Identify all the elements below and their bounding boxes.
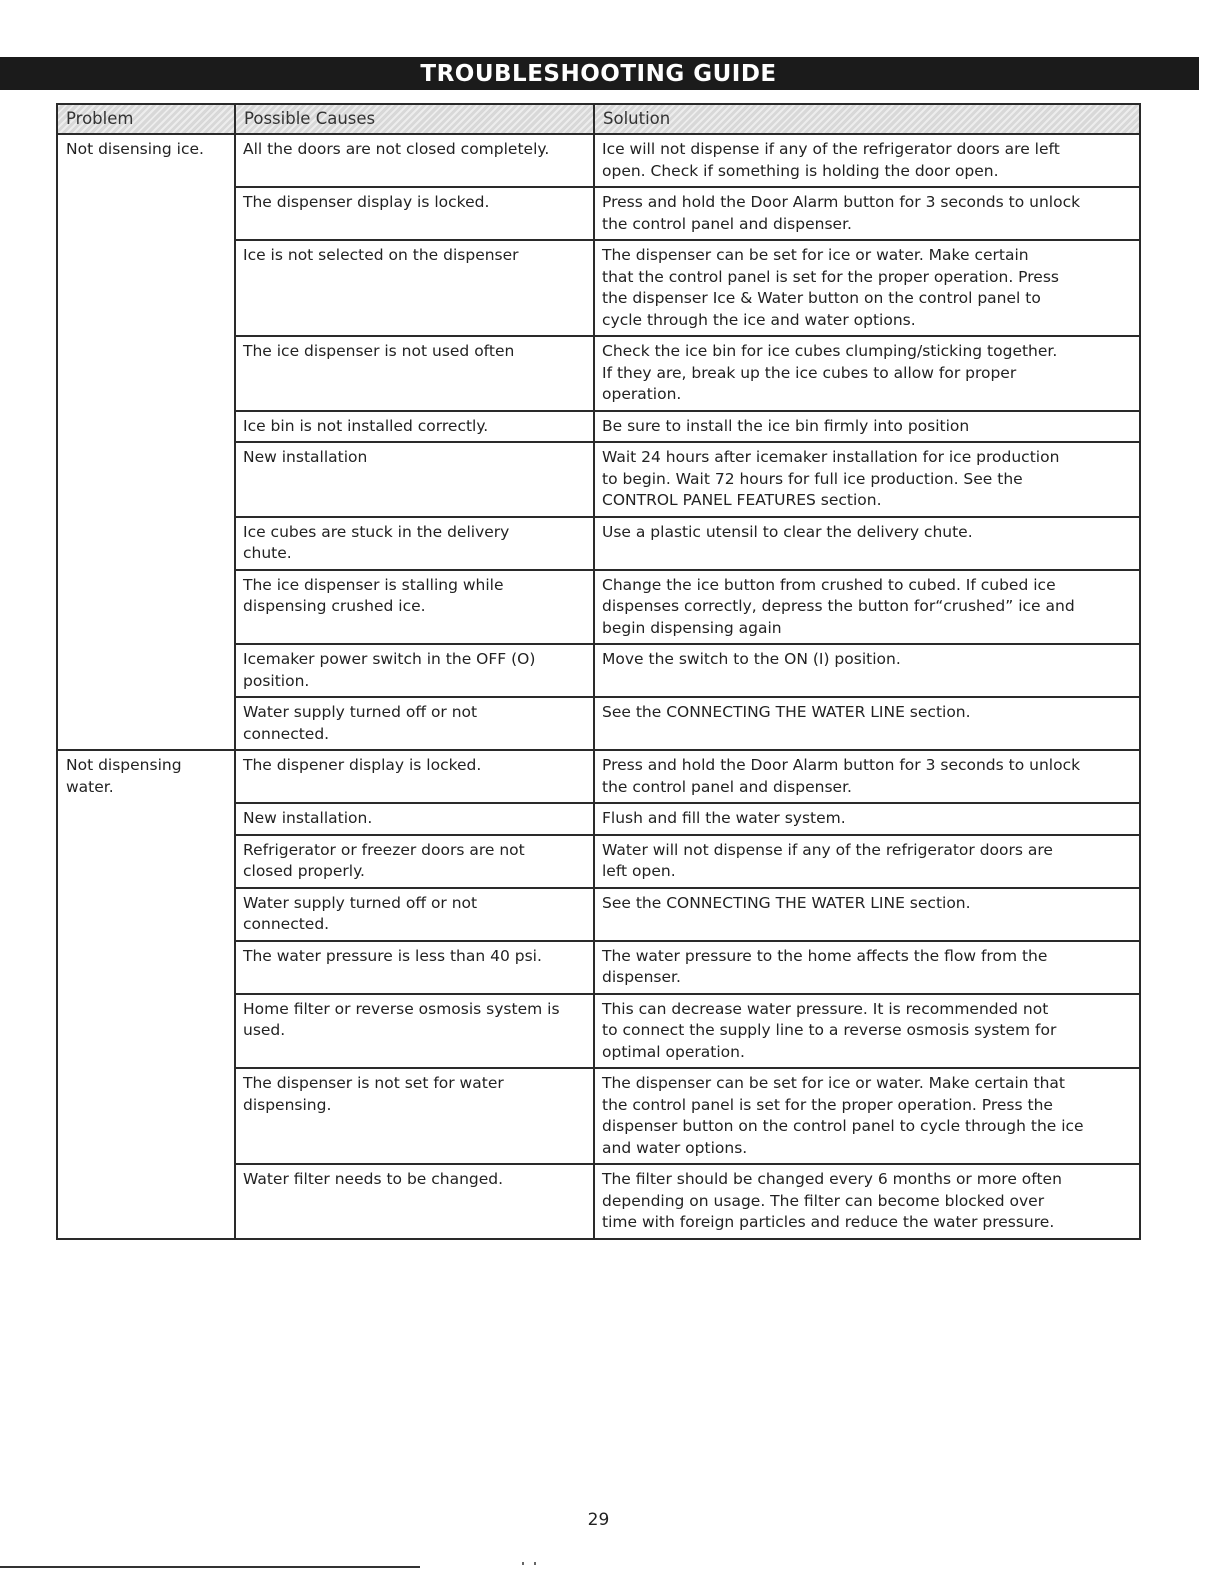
solution-cell [594,750,1140,803]
page-title: TROUBLESHOOTING GUIDE [420,61,777,87]
problem-cell [57,750,235,1239]
table-row [57,134,1140,187]
solution-cell [594,835,1140,888]
solution-cell [594,336,1140,411]
text-line: connected. [243,915,330,933]
text-line: The water pressure is less than 40 psi. [243,946,542,965]
text-line: the control panel and dispenser. [602,214,852,233]
text-line: See the CONNECTING THE WATER LINE section. [602,703,971,721]
text-line: Press and hold the Door Alarm button for 3 seconds to unlock [602,756,1081,774]
solution-cell [594,1164,1140,1239]
table-header [57,104,1140,134]
text-line: New installation [243,448,368,466]
cause-cell [235,888,594,941]
text-line: Not dispensing [66,756,182,774]
solution-cell [594,697,1140,750]
page-number: 29 [587,1510,610,1530]
cause-cell [235,750,594,803]
solution-cell [594,187,1140,240]
cause-cell [235,517,594,570]
table-body [57,134,1140,1239]
text-line: dispenser. [602,968,681,986]
text-line: Use a plastic utensil to clear the delivery chute. [602,522,973,541]
text-line: Wait 24 hours after icemaker installation for ice production [602,448,1060,466]
header-row [57,104,1140,134]
solution-cell [594,134,1140,187]
text-line: to connect the supply line to a reverse osmosis system for [602,1021,1057,1039]
header-problem: Problem [57,104,235,134]
text-line: The dispenser display is locked. [243,193,490,211]
cause-cell [235,570,594,645]
cause-cell [235,187,594,240]
text-line: closed properly. [243,862,365,880]
text-line: The dispenser is not set for water [243,1074,504,1092]
text-line: chute. [243,544,292,562]
solution-cell [594,994,1140,1069]
cause-cell [235,240,594,336]
text-line: water. [66,777,114,796]
cause-cell [235,336,594,411]
text-line: The ice dispenser is not used often [243,342,515,360]
text-line: The water pressure to the home affects the flow from the [602,946,1048,965]
text-line: Be sure to install the ice bin firmly into position [602,416,970,435]
text-line: Water supply turned off or not [243,893,478,912]
text-line: position. [243,671,310,690]
text-line: dispensing. [243,1095,332,1114]
text-line: the control panel and dispenser. [602,777,852,796]
text-line: time with foreign particles and reduce the water pressure. [602,1213,1055,1231]
solution-cell [594,1068,1140,1164]
text-line: open. Check if something is holding the door open. [602,161,999,180]
text-line: to begin. Wait 72 hours for full ice production. See the [602,469,1023,488]
cause-cell [235,803,594,835]
solution-cell [594,803,1140,835]
text-line: that the control panel is set for the proper operation. Press [602,267,1059,286]
cause-cell [235,134,594,187]
solution-cell [594,442,1140,517]
solution-cell [594,240,1140,336]
text-line: See the CONNECTING THE WATER LINE section. [602,893,971,912]
cause-cell [235,1068,594,1164]
text-line: begin dispensing again [602,618,782,637]
text-line: dispensing crushed ice. [243,597,426,615]
text-line: All the doors are not closed completely. [243,140,550,158]
text-line: and water options. [602,1138,748,1157]
troubleshooting-table [56,103,1141,1240]
cause-cell [235,411,594,443]
cause-cell [235,442,594,517]
text-line: Home filter or reverse osmosis system is [243,999,560,1018]
cause-cell [235,994,594,1069]
text-line: depending on usage. The filter can become blocked over [602,1191,1045,1210]
text-line: Ice will not dispense if any of the refrigerator doors are left [602,140,1060,158]
problem-cell: Not disensing ice. [57,134,235,750]
cause-cell [235,644,594,697]
text-line: the dispenser Ice & Water button on the control panel to [602,289,1041,307]
text-line: Water supply turned off or not [243,703,478,721]
text-line: cycle through the ice and water options. [602,310,916,329]
table-row [57,750,1140,803]
text-line: CONTROL PANEL FEATURES section. [602,491,882,509]
text-line: Ice bin is not installed correctly. [243,416,489,435]
text-line: Check the ice bin for ice cubes clumping/sticking together. [602,342,1058,360]
text-line: The dispenser can be set for ice or water. Make certain [602,246,1029,264]
text-line: dispenses correctly, depress the button for“crushed” ice and [602,597,1075,615]
text-line: This can decrease water pressure. It is recommended not [602,999,1049,1018]
solution-cell [594,411,1140,443]
text-line: The dispener display is locked. [243,756,482,774]
text-line: used. [243,1021,286,1039]
text-line: The filter should be changed every 6 months or more often [602,1170,1062,1188]
text-line: operation. [602,385,682,403]
text-line: Flush and fill the water system. [602,809,846,827]
footer-mark [522,1562,536,1565]
solution-cell [594,941,1140,994]
title-banner [0,57,1199,90]
text-line: the control panel is set for the proper operation. Press the [602,1095,1053,1114]
solution-cell [594,517,1140,570]
cause-cell [235,697,594,750]
text-line: Water filter needs to be changed. [243,1170,504,1188]
header-solution: Solution [594,104,1140,134]
solution-cell [594,644,1140,697]
text-line: connected. [243,724,330,743]
text-line: Water will not dispense if any of the refrigerator doors are [602,840,1053,859]
text-line: Ice is not selected on the dispenser [243,246,519,264]
text-line: The dispenser can be set for ice or water. Make certain that [602,1074,1065,1092]
solution-cell [594,888,1140,941]
text-line: Ice cubes are stuck in the delivery [243,522,510,541]
text-line: Change the ice button from crushed to cubed. If cubed ice [602,575,1056,594]
text-line: Refrigerator or freezer doors are not [243,840,525,859]
cause-cell [235,835,594,888]
text-line: Move the switch to the ON (I) position. [602,650,901,668]
text-line: New installation. [243,809,373,827]
cause-cell [235,941,594,994]
text-line: left open. [602,862,676,880]
text-line: Press and hold the Door Alarm button for 3 seconds to unlock [602,193,1081,211]
header-possible-causes: Possible Causes [235,104,594,134]
text-line: If they are, break up the ice cubes to allow for proper [602,363,1017,382]
text-line: dispenser button on the control panel to cycle through the ice [602,1117,1084,1135]
text-line: The ice dispenser is stalling while [243,575,504,594]
text-line: optimal operation. [602,1042,745,1061]
footer-rule [0,1566,420,1568]
solution-cell [594,570,1140,645]
text-line: Icemaker power switch in the OFF (O) [243,650,536,668]
cause-cell [235,1164,594,1239]
